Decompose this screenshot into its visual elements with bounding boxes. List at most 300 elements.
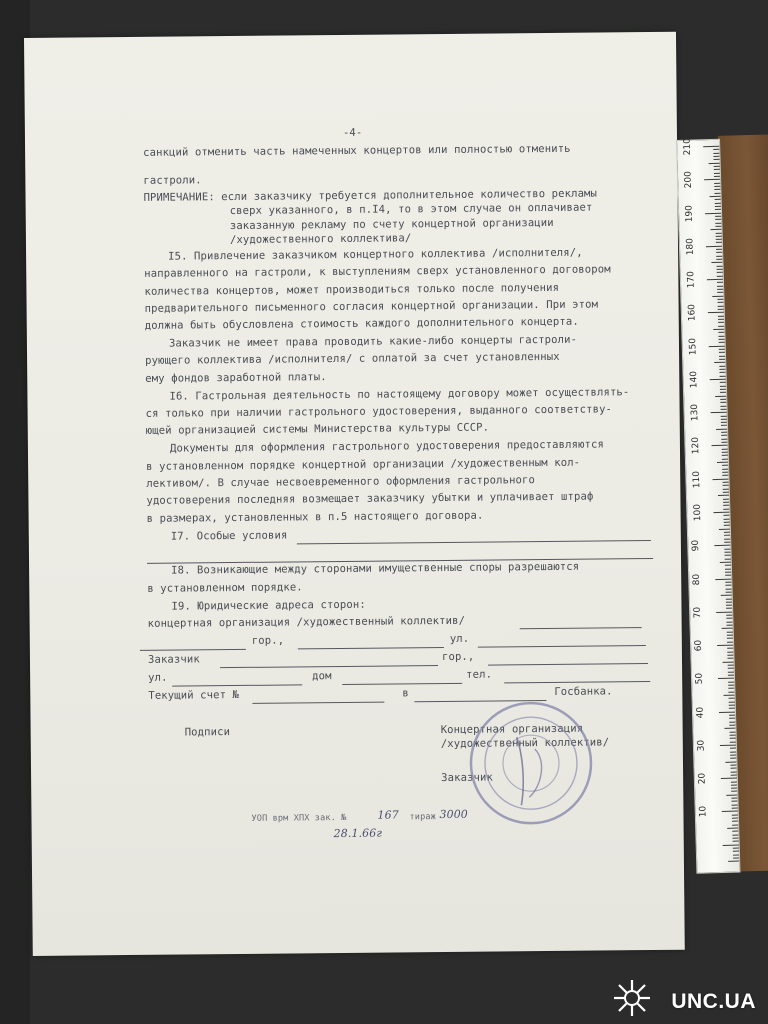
blank-line [520,627,642,629]
ruler-tick [718,332,724,333]
ruler-tick [713,156,719,157]
ruler-tick [729,725,735,726]
ruler-tick [723,502,729,503]
ruler-tick [716,239,722,240]
ruler-tick [716,611,732,612]
watermark-logo-icon [612,978,652,1018]
customer-label: Заказчик [147,653,200,666]
text-line: рующего коллектива /исполнителя/ с оплатой за счет установленных [145,350,560,367]
ruler-tick [730,738,736,739]
ruler-tick [714,192,720,193]
ruler-tick [729,708,735,709]
text-line: сверх указанного, в п.I4, то в этом случае он оплачивает [229,201,593,218]
ruler-number: 20 [697,772,708,785]
ruler-tick [719,711,735,712]
house-label: дом [312,670,332,683]
ruler-tick [717,292,723,293]
ruler-tick [723,515,729,516]
ruler-tick [720,375,726,376]
ruler-tick [731,801,737,802]
ruler-tick [718,335,724,336]
ruler-tick [720,405,726,406]
ruler-tick [710,379,726,380]
ruler-tick [713,512,729,513]
ruler-tick [733,848,739,849]
ruler-tick [721,438,727,439]
ruler-tick [718,319,724,320]
blank-line [488,663,648,666]
ruler-tick [720,382,726,383]
ruler-tick [715,202,721,203]
ruler-tick [730,741,736,742]
ruler-tick [725,552,731,553]
ruler-tick [723,844,739,845]
ruler-tick [714,166,720,167]
ruler-tick [728,688,734,689]
ruler-tick [707,279,723,280]
ruler-tick [712,478,728,479]
ruler-tick [718,315,724,316]
customer-sign-label: Заказчик [441,771,494,785]
ruler-tick [728,665,734,666]
gosbank-label: Госбанка. [554,685,613,698]
text-line: направленного на гастроли, к выступлениям сверх установленного договором [144,263,611,280]
clause-16-line: I6. Гастрольная деятельность по настоящему договору может осуществлять- [169,386,630,403]
ruler-tick [714,545,730,546]
ruler-tick [727,641,733,642]
ruler-tick [726,615,732,616]
ruler-tick [719,339,725,340]
ruler-tick [717,299,723,300]
blank-line [342,683,462,685]
ruler-tick [729,718,735,719]
ruler-tick [716,232,722,233]
ruler-number: 180 [685,237,696,256]
footer-print-run-label: тираж [409,812,436,823]
text-line: Заказчик не имеет права проводить какие-либо концерты гастроли- [168,333,578,350]
ruler-tick [704,179,720,180]
ruler-tick [721,435,727,436]
blank-line [478,645,646,648]
ruler-tick [722,448,728,449]
ruler-tick [719,528,730,529]
ruler-tick [717,462,728,463]
page-number: -4- [342,126,363,139]
ruler-tick [731,781,737,782]
ruler-tick [722,468,728,469]
ruler-tick [715,216,721,217]
ruler-number: 190 [684,204,695,222]
ruler-tick [722,452,728,453]
ruler-tick [716,236,722,237]
ruler-tick [717,285,723,286]
ruler-tick [724,522,730,523]
ruler-number: 90 [690,539,702,552]
ruler-tick [710,196,721,197]
ruler-tick [727,658,733,659]
ruler-tick [725,555,731,556]
ruler-tick [723,488,729,489]
ruler-number: 160 [687,304,698,322]
ruler-tick [729,721,735,722]
blank-line [252,702,384,704]
ruler-tick [721,778,737,779]
ruler-tick [711,262,722,263]
ruler-tick [714,189,720,190]
ruler-tick [716,256,722,257]
ruler-tick [732,824,738,825]
text-line: лективом/. В случае несвоевременного оформления гастрольного [146,474,536,490]
text-line: в размерах, установленных в п.5 настоящего договора. [146,509,484,525]
clause-15-line: I5. Привлечение заказчиком концертного коллектива /исполнителя/, [168,246,583,263]
ruler-tick [723,505,729,506]
ruler-tick [721,595,732,596]
ruler-tick [724,525,730,526]
footer-order-number: 167 [377,808,399,822]
ruler-tick [719,365,725,366]
ruler-tick [715,209,721,210]
org-sign-label: Концертная организация [440,722,584,737]
ruler-number: 110 [691,470,703,488]
ruler-tick [725,585,731,586]
ruler-tick [717,282,723,283]
ruler-tick [727,638,733,639]
ruler-number: 50 [694,673,705,685]
ruler-tick [725,568,731,569]
ruler-tick [713,329,724,330]
ruler-tick [722,811,738,812]
ruler-tick [732,821,738,822]
ruler-tick [721,419,727,420]
ruler-tick [714,159,720,160]
ruler-tick [732,808,738,809]
text-line: ся только при наличии гастрольного удостоверения, выданного соответству- [145,403,613,420]
ruler-tick [725,761,736,762]
ruler-tick [714,182,720,183]
blank-line [140,649,246,651]
ruler-tick [723,498,729,499]
ruler-tick [721,409,727,410]
ruler-tick [718,495,729,496]
ruler-number: 200 [683,171,694,189]
ruler-tick [725,575,731,576]
ruler-tick [728,671,734,672]
text-line: Документы для оформления гастрольного удостоверения предоставляются [169,438,605,455]
ruler-tick [726,588,732,589]
ruler-tick [717,266,723,267]
ruler-tick [724,548,730,549]
ruler-tick [725,558,731,559]
account-label: Текущий счет № [148,688,240,702]
ruler-number: 150 [688,337,699,355]
ruler-tick [714,169,720,170]
ruler-tick [731,771,737,772]
ruler-tick [729,705,735,706]
ruler-tick [711,412,727,413]
collective-sign-label: /художественный коллектив/ [440,736,610,751]
footer-date: 28.1.66г [333,826,383,841]
ruler-tick [724,535,730,536]
ruler-tick [715,199,721,200]
ruler-tick [716,259,722,260]
clause-17-line: I7. Особые условия [170,529,288,543]
ruler-tick [719,372,725,373]
ruler-tick [730,734,736,735]
text-line: в установленном порядке. [147,581,303,595]
ruler-tick [719,369,725,370]
ruler-tick [727,625,733,626]
ruler-tick [703,146,719,147]
ruler-tick [727,651,733,652]
ruler-tick [720,399,726,400]
phone-label: тел. [466,668,493,681]
ruler-tick [720,385,726,386]
ruler-tick [720,402,726,403]
note-label-line: ПРИМЕЧАНИЕ: если заказчику требуется дополнительное количество рекламы [143,187,598,204]
ruler-tick [723,492,729,493]
ruler-tick [731,788,737,789]
ruler-tick [717,289,723,290]
ruler-tick [730,754,736,755]
ruler-tick [726,618,732,619]
ruler-tick [724,695,735,696]
ruler-tick [724,728,735,729]
ruler-tick [732,814,738,815]
text-line: заказанную рекламу по счету концертной организации [229,216,554,233]
ruler-tick [728,691,734,692]
blank-line [504,681,650,683]
in-label: в [402,687,409,700]
text-line: должна быть обусловлена стоимость каждого дополнительного концерта. [144,315,579,332]
footer-print-run: 3000 [439,807,468,822]
ruler-tick [733,851,739,852]
ruler-tick [725,565,731,566]
ruler-number: 40 [695,706,706,719]
clause-19-line: I9. Юридические адреса сторон: [171,598,366,613]
ruler-tick [725,581,731,582]
text-line: предварительного письменного согласия концертной организации. При этом [144,298,599,315]
ruler-tick [720,389,726,390]
ruler-tick [726,598,732,599]
ruler-tick [719,355,725,356]
text-line: санкций отменить часть намеченных концертов или полностью отменить [143,142,571,159]
ruler-tick [726,605,732,606]
ruler-tick [716,242,722,243]
ruler-tick [732,818,738,819]
ruler-number: 210 [682,137,694,156]
ruler-tick [720,744,736,745]
ruler-tick [731,784,737,785]
ruler-tick [721,442,727,443]
ruler-tick [727,631,733,632]
document-page [24,32,685,956]
ruler-tick [726,608,732,609]
text-line: количества концертов, может производиться только после получения [144,281,560,298]
ruler-tick [719,342,725,343]
ruler-number: 10 [698,806,709,818]
ruler-tick [723,508,729,509]
ruler-tick [714,172,720,173]
ruler-tick [709,162,720,163]
ruler [676,139,748,872]
ruler-tick [730,731,736,732]
ruler-tick [722,472,728,473]
ruler-number: 130 [689,404,701,422]
ruler-number: 170 [686,270,697,289]
ruler-tick [733,841,739,842]
ruler-tick [719,352,725,353]
street-label: ул. [449,632,470,645]
ruler-tick [730,764,736,765]
ruler-tick [715,206,721,207]
text-line: ему фондов заработной платы. [145,371,327,385]
ruler-tick [722,475,728,476]
ruler-tick [731,768,737,769]
text-line: ющей организацией системы Министерства культуры СССР. [145,421,490,437]
address-org-label: концертная организация /художественный коллектив/ [147,614,466,630]
blank-line [172,684,302,686]
ruler-tick [721,425,727,426]
ruler-tick [715,222,721,223]
ruler-tick [718,309,724,310]
ruler-tick [728,668,734,669]
ruler-number: 60 [693,639,705,652]
ruler-tick [724,518,730,519]
ruler-tick [724,532,730,533]
ruler-tick [706,246,722,247]
ruler-tick [723,661,734,662]
ruler-tick [726,794,737,795]
ruler-tick [718,305,724,306]
ruler-tick [709,345,725,346]
ruler-tick [713,152,719,153]
city-label: гор., [251,634,285,647]
ruler-tick [724,542,730,543]
street-label: ул. [148,671,168,684]
ruler-tick [712,295,723,296]
ruler-tick [722,465,728,466]
ruler-tick [721,415,727,416]
ruler-tick [727,655,733,656]
ruler-tick [729,701,735,702]
ruler-tick [717,645,733,646]
ruler-tick [730,748,736,749]
ruler-number: 120 [690,437,702,455]
ruler-tick [716,249,722,250]
ruler-tick [727,648,733,649]
city-label: гор., [441,650,475,664]
ruler-tick [718,678,734,679]
official-stamp [464,697,597,830]
ruler-tick [731,798,737,799]
text-line: /художественного коллектива/ [229,232,412,247]
ruler-tick [731,774,737,775]
ruler-number: 70 [692,606,704,619]
ruler-tick [718,325,724,326]
ruler-tick [732,831,738,832]
ruler-tick [714,186,720,187]
ruler-tick [728,675,734,676]
signatures-label: Подписи [184,726,231,739]
ruler-tick [733,854,739,855]
ruler-tick [718,302,724,303]
footer-print: УОП врм ХПХ зак. № [251,812,347,824]
ruler-tick [711,229,722,230]
ruler-number: 100 [692,503,704,522]
text-line: в установленном порядке концертной организации /художественным кол- [146,456,581,473]
watermark-text: UNC.UA [671,990,756,1013]
ruler-tick [733,858,739,859]
ruler-tick [716,252,722,253]
ruler-tick [724,538,730,539]
ruler-tick [719,349,725,350]
ruler-number: 140 [689,370,700,389]
ruler-tick [722,628,733,629]
ruler-tick [726,621,732,622]
ruler-tick [730,758,736,759]
ruler-tick [721,422,727,423]
ruler-tick [717,269,723,270]
ruler-tick [718,322,724,323]
ruler-tick [727,635,733,636]
ruler-tick [728,681,734,682]
text-line: удостоверения последняя возмещает заказчику убытки и уплачивает штраф [146,490,594,507]
ruler-tick [729,698,735,699]
ruler-tick [723,482,729,483]
ruler-tick [723,485,729,486]
ruler-tick [712,445,728,446]
ruler-number: 30 [696,739,707,752]
ruler-tick [717,272,723,273]
ruler-tick [715,226,721,227]
ruler-tick [726,601,732,602]
ruler-tick [730,751,736,752]
ruler-tick [726,591,732,592]
text-line: гастроли. [143,174,202,187]
ruler-tick [714,176,720,177]
ruler-tick [731,791,737,792]
ruler-tick [728,685,734,686]
ruler-tick [714,362,725,363]
ruler-tick [716,428,727,429]
ruler-tick [727,828,738,829]
ruler-tick [705,212,721,213]
ruler-tick [715,219,721,220]
ruler-tick [708,312,724,313]
ruler-tick [725,572,731,573]
blank-line [297,540,651,544]
ruler-tick [721,432,727,433]
ruler-tick [715,578,731,579]
blank-line [220,665,438,668]
ruler-tick [722,455,728,456]
ruler-tick [717,275,723,276]
ruler-tick [715,395,726,396]
ruler-tick [722,458,728,459]
ruler-tick [719,359,725,360]
ruler-tick [720,392,726,393]
ruler-tick [720,562,731,563]
ruler-tick [713,149,719,150]
ruler-number: 80 [691,573,703,585]
ruler-tick [732,834,738,835]
ruler-tick [729,715,735,716]
ruler-tick [728,861,739,862]
ruler-tick [733,838,739,839]
blank-line [298,647,444,649]
clause-18-line: I8. Возникающие между сторонами имущественные споры разрешаются [171,560,580,577]
ruler-tick [732,804,738,805]
